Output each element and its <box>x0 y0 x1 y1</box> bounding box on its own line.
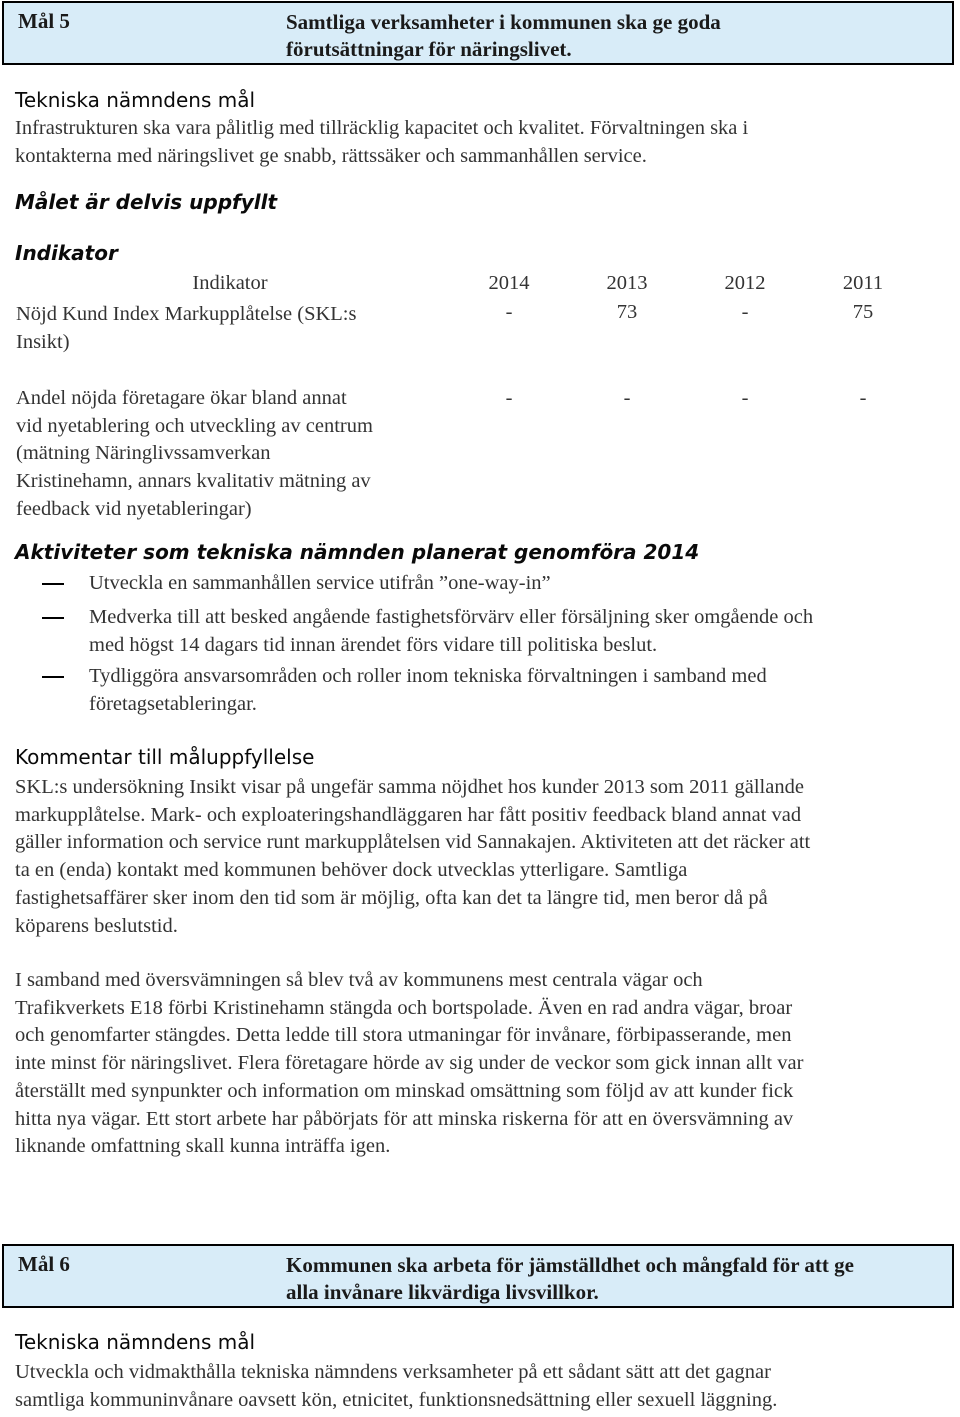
paragraph-line: ta en (enda) kontakt med kommunen behöver dock utvecklas ytterligare. Samtliga <box>15 859 688 882</box>
table-row <box>10 383 922 524</box>
indicator-label-line: Andel nöjda företagare ökar bland annat <box>16 387 347 409</box>
goal-6-title <box>286 1252 942 1306</box>
col-header-2014: 2014 <box>488 272 530 294</box>
value-2012: - <box>741 387 749 409</box>
goal-6-description <box>15 1359 945 1414</box>
list-item-line: Tydliggöra ansvarsområden och roller inom tekniska förvaltningen i samband med <box>89 665 767 687</box>
indicator-label <box>10 383 450 524</box>
value-2012: - <box>741 301 749 323</box>
col-header-2012: 2012 <box>724 272 766 294</box>
goal-5-title <box>286 9 942 63</box>
value-2013: - <box>623 387 631 409</box>
goal-6-number: Mål 6 <box>18 1252 70 1276</box>
paragraph-line: återställt med synpunkter och information om minskad omsättning som följd av att kunder fick <box>15 1079 794 1102</box>
goal-description <box>15 115 945 170</box>
dash-bullet-icon <box>42 583 64 585</box>
indicator-label-line: Kristinehamn, annars kvalitativ mätning av <box>16 470 371 493</box>
dash-bullet-icon <box>42 676 64 678</box>
paragraph-line: I samband med översvämningen så blev två av kommunens mest centrala vägar och <box>15 969 703 991</box>
goal-6-description-line1: Utveckla och vidmakthålla tekniska nämndens verksamheter på ett sådant sätt att det gagnar <box>15 1361 771 1383</box>
paragraph-line: hitta nya vägar. Ett stort arbete har påbörjats för att minska riskerna för att en översvämning av <box>15 1107 794 1130</box>
indicator-label-line: Insikt) <box>16 330 70 353</box>
goal-status: Målet är delvis uppfyllt <box>15 190 278 214</box>
comment-heading: Kommentar till måluppfyllelse <box>15 745 315 769</box>
col-header-indicator: Indikator <box>192 272 268 294</box>
indicator-heading: Indikator <box>15 241 118 265</box>
table-row <box>10 299 922 383</box>
section-heading-2: Tekniska nämndens mål <box>15 1330 256 1354</box>
paragraph-line: liknande omfattning skall kunna inträffa igen. <box>15 1135 391 1158</box>
list-item-text <box>89 604 813 659</box>
col-header-2011: 2011 <box>842 272 884 294</box>
paragraph-line: inte minst för näringslivet. Flera företagare hörde av sig under de veckor som gick innan allt var <box>15 1052 804 1075</box>
value-2013: 73 <box>616 301 638 323</box>
goal-6-description-line2: samtliga kommuninvånare oavsett kön, etnicitet, funktionsnedsättning eller sexuell läggning. <box>15 1388 778 1411</box>
activities-heading: Aktiviteter som tekniska nämnden planerat genomföra 2014 <box>15 540 700 564</box>
table-header-row <box>10 268 922 299</box>
list-item-line: Utveckla en sammanhållen service utifrån ”one-way-in” <box>89 572 551 594</box>
paragraph-line: köparens beslutstid. <box>15 914 178 937</box>
paragraph-line: SKL:s undersökning Insikt visar på ungefär samma nöjdhet hos kunder 2013 som 2011 gällande <box>15 776 804 798</box>
indicator-label-line: feedback vid nyetableringar) <box>16 497 252 520</box>
value-2011: - <box>859 387 867 409</box>
goal-5-title-line1: Samtliga verksamheter i kommunen ska ge goda <box>286 10 721 34</box>
goal-5-box <box>2 1 954 65</box>
list-item-text <box>89 570 551 598</box>
col-header-2013: 2013 <box>606 272 648 294</box>
section-heading: Tekniska nämndens mål <box>15 88 256 112</box>
list-item-line: Medverka till att besked angående fastighetsförvärv eller försäljning sker omgående och <box>89 606 814 628</box>
comment-paragraph-1 <box>15 774 945 940</box>
list-item-line: företagsetableringar. <box>89 692 257 715</box>
value-2014: - <box>505 387 513 409</box>
indicator-label-line: vid nyetablering och utveckling av centrum <box>16 414 373 437</box>
paragraph-line: fastighetsaffärer sker inom den tid som är möjlig, ofta kan det ta längre tid, men beror då på <box>15 886 768 909</box>
goal-5-title-line2: förutsättningar för näringslivet. <box>286 37 572 61</box>
comment-paragraph-2 <box>15 967 945 1161</box>
paragraph-line: och genomfarter stängdes. Detta ledde till stora utmaningar för invånare, förbipasserande, men <box>15 1024 792 1047</box>
goal-6-title-line1: Kommunen ska arbeta för jämställdhet och mångfald för att ge <box>286 1253 854 1277</box>
list-item-line: med högst 14 dagars tid innan ärendet förs vidare till politiska beslut. <box>89 633 658 656</box>
goal-description-line2: kontakterna med näringslivet ge snabb, rättssäker och sammanhållen service. <box>15 144 647 167</box>
paragraph-line: markupplåtelse. Mark- och exploateringshandläggaren har fått positiv feedback bland annat vad <box>15 803 802 826</box>
paragraph-line: Trafikverkets E18 förbi Kristinehamn stängda och bortspolade. Även en rad andra vägar, broar <box>15 996 793 1019</box>
list-item-text <box>89 663 767 718</box>
goal-description-line1: Infrastrukturen ska vara pålitlig med tillräcklig kapacitet och kvalitet. Förvaltningen ska i <box>15 117 749 139</box>
goal-6-box <box>2 1244 954 1308</box>
goal-6-title-line2: alla invånare likvärdiga livsvillkor. <box>286 1280 599 1304</box>
indicator-label-line: (mätning Näringlivssamverkan <box>16 442 271 465</box>
paragraph-line: gäller information och service runt markupplåtelsen vid Sannakajen. Aktiviteten att det räcker att <box>15 831 811 854</box>
dash-bullet-icon <box>42 617 64 619</box>
value-2011: 75 <box>852 301 874 323</box>
indicator-label-line: Nöjd Kund Index Markupplåtelse (SKL:s <box>16 303 357 325</box>
indicator-table <box>10 268 922 524</box>
indicator-label <box>10 299 450 383</box>
value-2014: - <box>505 301 513 323</box>
goal-5-number: Mål 5 <box>18 9 70 33</box>
